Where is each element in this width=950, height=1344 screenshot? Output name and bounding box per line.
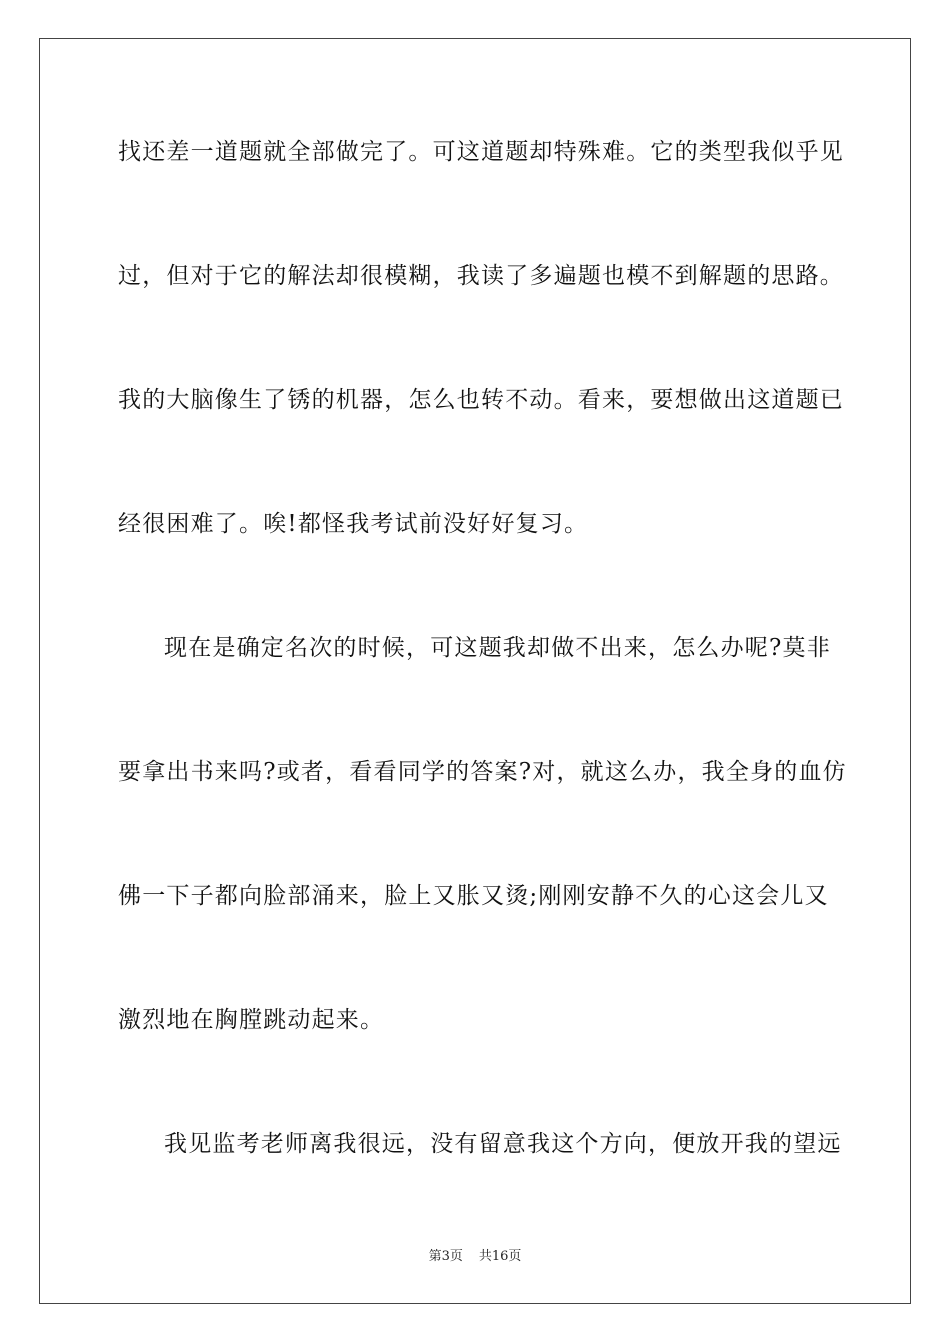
page-footer [0, 1248, 950, 1266]
page-number: 第3页 [428, 1249, 463, 1264]
text-line: 过，但对于它的解法却很模糊，我读了多遍题也模不到解题的思路。 [118, 263, 844, 289]
paragraph-first-line: 我见监考老师离我很远，没有留意我这个方向，便放开我的望远 [164, 1131, 842, 1157]
text-line: 激烈地在胸膛跳动起来。 [118, 1007, 385, 1033]
text-line: 要拿出书来吗?或者，看看同学的答案?对，就这么办，我全身的血仿 [118, 759, 847, 785]
text-line: 我的大脑像生了锈的机器，怎么也转不动。看来，要想做出这道题已 [118, 387, 844, 413]
text-line: 经很困难了。唉!都怪我考试前没好好复习。 [118, 511, 589, 537]
page-border [39, 38, 911, 1304]
paragraph-first-line: 现在是确定名次的时候，可这题我却做不出来，怎么办呢?莫非 [164, 635, 831, 661]
text-line: 找还差一道题就全部做完了。可这道题却特殊难。它的类型我似乎见 [118, 139, 844, 165]
text-line: 佛一下子都向脸部涌来，脸上又胀又烫;刚刚安静不久的心这会儿又 [118, 883, 829, 909]
total-pages: 共16页 [478, 1249, 522, 1264]
